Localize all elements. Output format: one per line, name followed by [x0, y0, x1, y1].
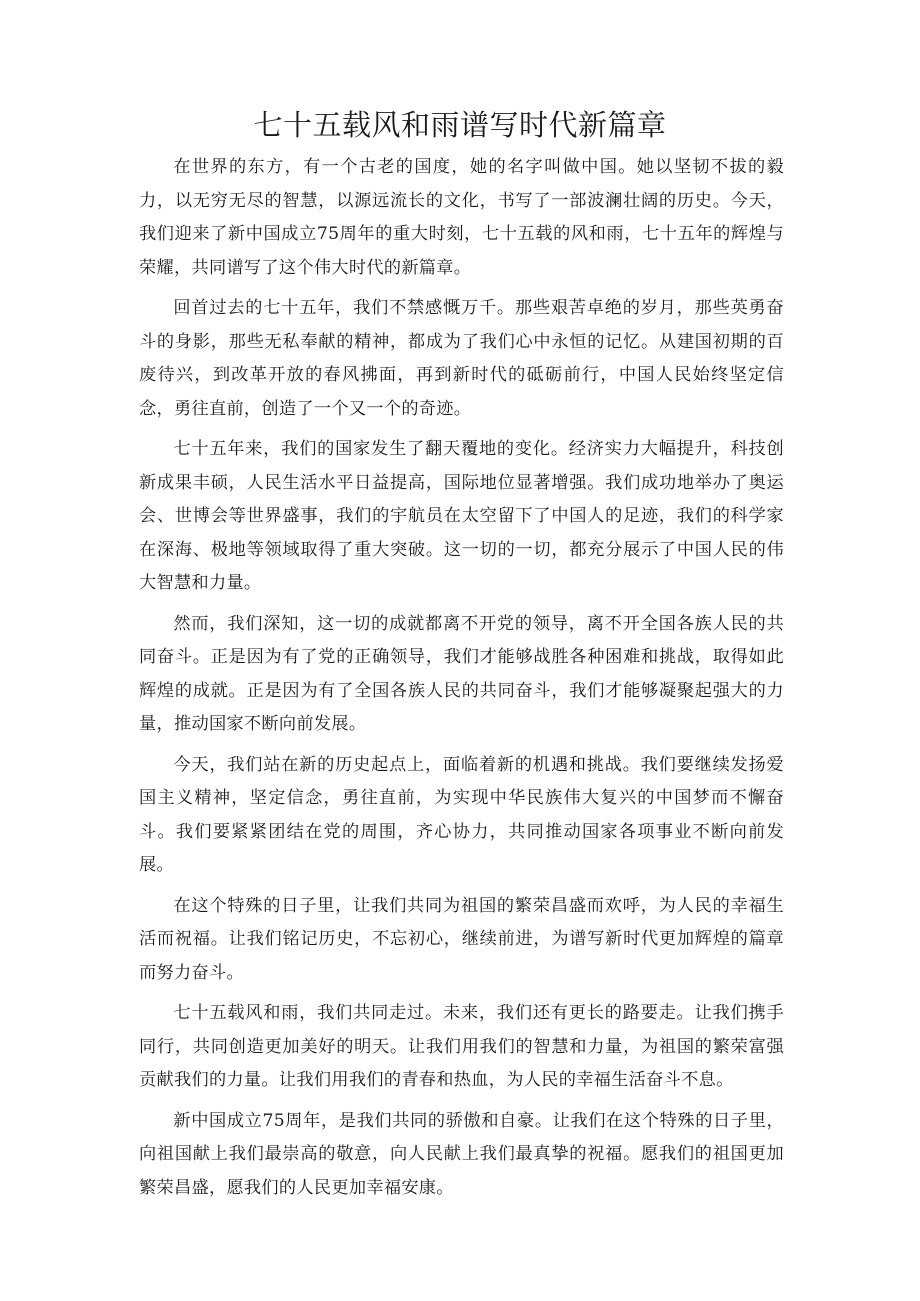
paragraph-5: 今天，我们站在新的历史起点上，面临着新的机遇和挑战。我们要继续发扬爱国主义精神，坚定信念，勇往直前，为实现中华民族伟大复兴的中国梦而不懈奋斗。我们要紧紧团结在党的周围，齐心协力，共同推动国家各项事业不断向前发展。: [139, 754, 784, 875]
paragraph-8: 新中国成立75周年，是我们共同的骄傲和自豪。让我们在这个特殊的日子里，向祖国献上我们最崇高的敬意，向人民献上我们最真挚的祝福。愿我们的祖国更加繁荣昌盛，愿我们的人民更加幸福安康。: [139, 1110, 784, 1198]
paragraph-1: 在世界的东方，有一个古老的国度，她的名字叫做中国。她以坚韧不拔的毅力，以无穷无尽的智慧，以源远流长的文化，书写了一部波澜壮阔的历史。今天，我们迎来了新中国成立75周年的重大时刻，七十五载的风和雨，七十五年的辉煌与荣耀，共同谱写了这个伟大时代的新篇章。: [139, 157, 784, 278]
document-body: [139, 151, 784, 1212]
page-title: 七十五载风和雨谱写时代新篇章: [253, 108, 667, 142]
paragraph-4: 然而，我们深知，这一切的成就都离不开党的领导，离不开全国各族人民的共同奋斗。正是因为有了党的正确领导，我们才能够战胜各种困难和挑战，取得如此辉煌的成就。正是因为有了全国各族人民的共同奋斗，我们才能够凝聚起强大的力量，推动国家不断向前发展。: [139, 613, 784, 734]
paragraph-7: 七十五载风和雨，我们共同走过。未来，我们还有更长的路要走。让我们携手同行，共同创造更加美好的明天。让我们用我们的智慧和力量，为祖国的繁荣富强贡献我们的力量。让我们用我们的青春和热血，为人民的幸福生活奋斗不息。: [139, 1003, 784, 1090]
paragraph-3: 七十五年来，我们的国家发生了翻天覆地的变化。经济实力大幅提升，科技创新成果丰硕，人民生活水平日益提高，国际地位显著增强。我们成功地举办了奥运会、世博会等世界盛事，我们的宇航员在太空留下了中国人的足迹，我们的科学家在深海、极地等领域取得了重大突破。这一切的一切，都充分展示了中国人民的伟大智慧和力量。: [139, 439, 784, 593]
paragraph-6: 在这个特殊的日子里，让我们共同为祖国的繁荣昌盛而欢呼，为人民的幸福生活而祝福。让我们铭记历史，不忘初心，继续前进，为谱写新时代更加辉煌的篇章而努力奋斗。: [139, 895, 784, 983]
paragraph-2: 回首过去的七十五年，我们不禁感慨万千。那些艰苦卓绝的岁月，那些英勇奋斗的身影，那些无私奉献的精神，都成为了我们心中永恒的记忆。从建国初期的百废待兴，到改革开放的春风拂面，再到新时代的砥砺前行，中国人民始终坚定信念，勇往直前，创造了一个又一个的奇迹。: [139, 298, 784, 419]
